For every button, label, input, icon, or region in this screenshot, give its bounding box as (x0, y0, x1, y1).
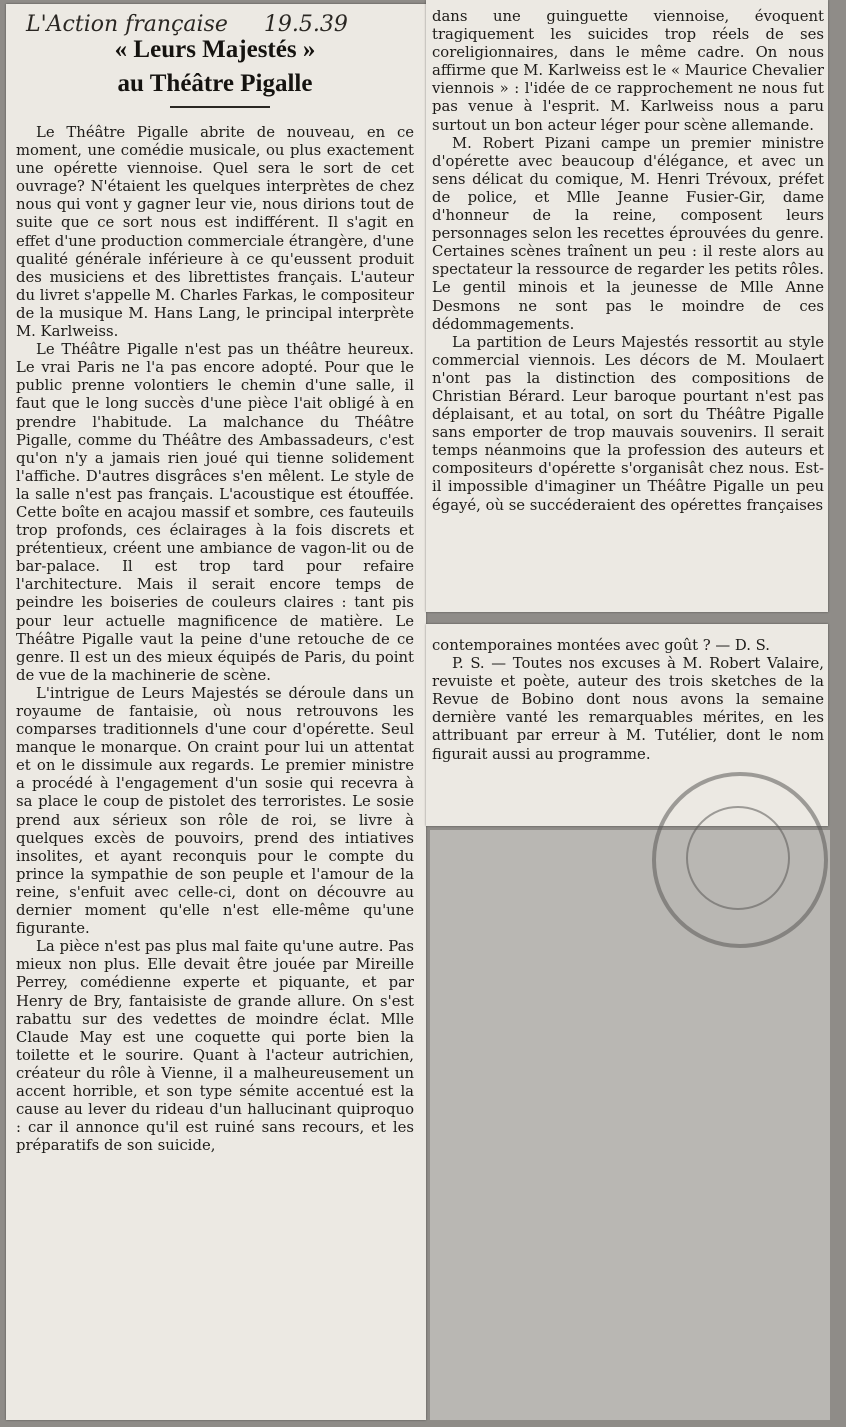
article-title-line2: au Théâtre Pigalle (117, 70, 313, 97)
paragraph: Le Théâtre Pigalle abrite de nouveau, en ce moment, une comédie musicale, ou plus exactement une opérette viennoise. Quel sera le sort de cet ouvrage? N'étaient les quelques interprètes de chez nous qui vont y gagner leur vie, nous dirions tout de suite que ce sort nous est indifférent. Il s'agit en effet d'une production commerciale étrangère, d'une qualité générale inférieure à ce qu'eussent produit des musiciens et des librettistes français. L'auteur du livret s'appelle M. Charles Farkas, le compositeur de la musique M. Hans Lang, le principal interprète M. Karlweiss. (16, 124, 414, 341)
paragraph: La pièce n'est pas plus mal faite qu'une autre. Pas mieux non plus. Elle devait être jouée par Mireille Perrey, comédienne experte et piquante, et par Henry de Bry, fantaisiste de grande allure. On s'est rabattu sur des vedettes de moindre éclat. Mlle Claude May est une coquette qui porte bien la toilette et le sourire. Quant à l'acteur autrichien, créateur du rôle à Vienne, il a malheureusement un accent horrible, et son type sémite accentué est la cause au lever du rideau d'un hallucinant quiproquo : car il annonce qu'il est ruiné sans recours, et les préparatifs de son suicide, (16, 938, 414, 1155)
article-column-3 (432, 637, 824, 764)
paragraph: dans une guinguette viennoise, évoquent tragiquement les suicides trop réels de ses coreligionnaires, dans le même cadre. On nous affirme que M. Karlweiss est le « Maurice Chevalier viennois » : l'idée de ce rapprochement ne nous fut pas venue à l'esprit. M. Karlweiss nous a paru surtout un bon acteur léger pour scène allemande. (432, 8, 824, 134)
article-title-line1: « Leurs Majestés » (114, 36, 316, 63)
article-column-1 (16, 124, 414, 1155)
source-note: L'Action française (26, 12, 228, 37)
paragraph: M. Robert Pizani campe un premier ministre d'opérette avec beaucoup d'élégance, et avec un sens délicat du comique, M. Henri Trévoux, préfet de police, et Mlle Jeanne Fusier-Gir, dame d'honneur de la reine, composent leurs personnages selon les recettes éprouvées du genre. Certaines scènes traînent un peu : il reste alors au spectateur la ressource de regarder les petits rôles. Le gentil minois et la jeunesse de Mlle Anne Desmons ne sont pas le moindre de ces dédommagements. (432, 134, 824, 333)
paragraph: Le Théâtre Pigalle n'est pas un théâtre heureux. Le vrai Paris ne l'a pas encore adopté. Pour que le public prenne volontiers le chemin d'une salle, il faut que le long succès d'une pièce l'ait obligé à en prendre l'habitude. La malchance du Théâtre Pigalle, comme du Théâtre des Ambassadeurs, c'est qu'on n'y a jamais rien joué qui tienne solidement l'affiche. D'autres disgrâces s'en mêlent. Le style de la salle n'est pas français. L'acoustique est étouffée. Cette boîte en acajou massif et sombre, ces fauteuils trop profonds, ces éclairages à la fois discrets et prétentieux, créent une ambiance de vagon-lit ou de bar-palace. Il est trop tard pour refaire l'architecture. Mais il serait encore temps de peindre les boiseries de couleurs claires : tant pis pour leur actuelle magnificence de matière. Le Théâtre Pigalle vaut la peine d'une retouche de ce genre. Il est un des mieux équipés de Paris, du point de vue de la machinerie de scène. (16, 341, 414, 684)
date-note: 19.5.39 (263, 12, 348, 37)
paragraph: P. S. — Toutes nos excuses à M. Robert Valaire, revuiste et poète, auteur des trois sketches de la Revue de Bobino dont nous avons la semaine dernière vanté les remarquables mérites, en les attribuant par erreur à M. Tutélier, dont le nom figurait aussi au programme. (432, 655, 824, 763)
library-stamp-icon (652, 772, 828, 948)
paragraph: La partition de Leurs Majestés ressortit au style commercial viennois. Les décors de M. Moulaert n'ont pas la distinction des compositions de Christian Bérard. Leur baroque pourtant n'est pas déplaisant, et au total, on sort du Théâtre Pigalle sans emporter de trop mauvais souvenirs. Il serait temps néanmoins que la profession des auteurs et compositeurs d'opérette s'organisât chez nous. Est-il impossible d'imaginer un Théâtre Pigalle un peu égayé, où se succéderaient des opérettes françaises (432, 333, 824, 514)
article-column-2 (432, 8, 824, 515)
title-rule (170, 106, 270, 108)
paragraph: L'intrigue de Leurs Majestés se déroule dans un royaume de fantaisie, où nous retrouvons les comparses traditionnels d'une cour d'opérette. Seul manque le monarque. On craint pour lui un attentat et on le dissimule aux regards. Le premier ministre a procédé à l'engagement d'un sosie qui recevra à sa place le coup de pistolet des terroristes. Le sosie prend aux sérieux son rôle de roi, se livre à quelques excès de pouvoirs, prend des intiatives insolites, et ayant reconquis pour le compte du prince la sympathie de son peuple et l'amour de la reine, s'enfuit avec celle-ci, dont on découvre au dernier moment qu'elle n'est elle-même qu'une figurante. (16, 684, 414, 938)
paragraph: contemporaines montées avec goût ? — D. S. (432, 637, 770, 654)
